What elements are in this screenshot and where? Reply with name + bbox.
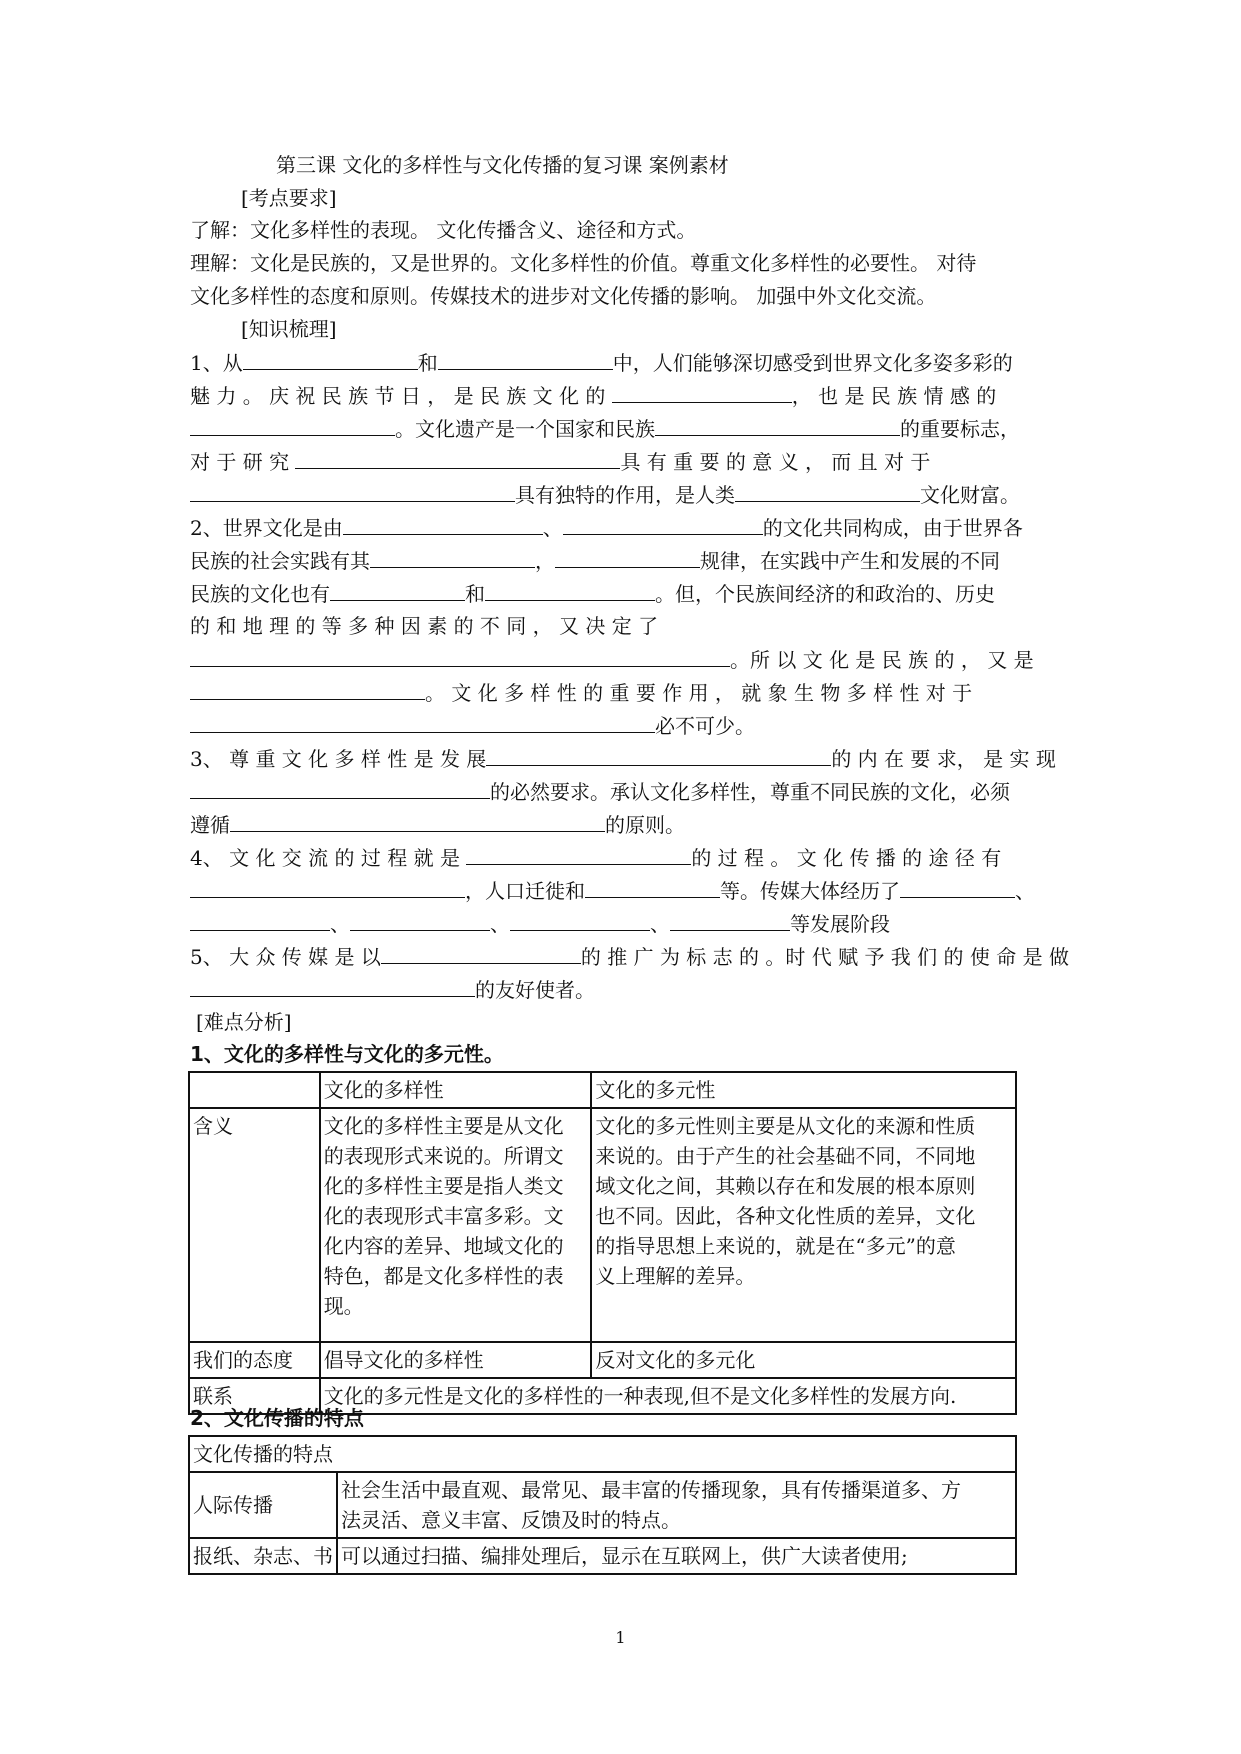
text: 文化财富。: [920, 483, 1020, 507]
cell-line: 化内容的差异、地域文化的: [323, 1234, 564, 1258]
fill-blank[interactable]: [563, 512, 763, 535]
row-label: 人际传播: [189, 1472, 337, 1538]
fill-blank[interactable]: [486, 743, 831, 766]
text: 具 有 重 要 的 意 义 ， 而 且 对 于: [620, 450, 931, 474]
cell-line: 的指导思想上来说的，就是在“多元”的意: [595, 1234, 956, 1258]
text: 民族的文化也有: [190, 582, 330, 606]
table-cell: 可以通过扫描、编排处理后，显示在互联网上，供广大读者使用;: [337, 1538, 1016, 1574]
row-label: 报纸、杂志、书: [189, 1538, 337, 1574]
row-label: 我们的态度: [189, 1342, 320, 1378]
text: 、: [330, 912, 350, 936]
text: 魅 力 。 庆 祝 民 族 节 日 ， 是 民 族 文 化 的: [190, 384, 606, 408]
page-title: 第三课 文化的多样性与文化传播的复习课 案例素材: [276, 153, 729, 177]
fill-blank[interactable]: [190, 875, 465, 898]
text: 的 过 程 。 文 化 传 播 的 途 径 有: [691, 846, 1002, 870]
table-cell: 文化的多元性是文化的多样性的一种表现,但不是文化多样性的发展方向.: [320, 1378, 1016, 1414]
fill-blank[interactable]: [190, 644, 730, 667]
text: 。 文 化 多 样 性 的 重 要 作 用 ， 就 象 生 物 多 样 性 对 于: [425, 681, 973, 705]
fill-blank[interactable]: [190, 974, 475, 997]
page-number: 1: [615, 1628, 626, 1647]
comparison-table: [188, 1071, 1017, 1415]
cell-line: 文化的多元性则主要是从文化的来源和性质: [595, 1114, 976, 1138]
text: 的 内 在 要 求， 是 实 现: [831, 747, 1056, 771]
section-header: [考点要求]: [241, 186, 337, 210]
fill-blank[interactable]: [735, 479, 920, 502]
fill-blank[interactable]: [243, 347, 418, 370]
cell-line: 也不同。因此，各种文化性质的差异，文化: [595, 1204, 976, 1228]
fill-blank[interactable]: [670, 908, 790, 931]
question-line: [190, 479, 1020, 510]
question-line: [190, 380, 996, 411]
fill-blank[interactable]: [485, 578, 655, 601]
table-cell: 反对文化的多元化: [591, 1342, 1016, 1378]
fill-blank[interactable]: [510, 908, 650, 931]
text: 具有独特的作用，是人类: [515, 483, 735, 507]
text: 的重要标志，: [900, 417, 1020, 441]
question-line: 的 和 地 理 的 等 多 种 因 素 的 不 同 ， 又 决 定 了: [190, 614, 659, 638]
question-line: [190, 941, 1069, 972]
text: 遵循: [190, 813, 230, 837]
text: 的文化共同构成，由于世界各: [762, 516, 1023, 540]
text: 4、 文 化 交 流 的 过 程 就 是: [190, 846, 460, 870]
cell-line: 现。: [323, 1294, 364, 1318]
fill-blank[interactable]: [350, 908, 490, 931]
paragraph: 理解：文化是民族的，又是世界的。文化多样性的价值。尊重文化多样性的必要性。 对待: [190, 251, 977, 275]
fill-blank[interactable]: [190, 710, 655, 733]
cell-line: 文化的多样性主要是从文化: [323, 1114, 564, 1138]
question-line: [190, 512, 1023, 543]
question-line: [190, 908, 890, 939]
fill-blank[interactable]: [190, 908, 330, 931]
fill-blank[interactable]: [190, 413, 395, 436]
text: 、: [1015, 879, 1035, 903]
cell-line: 法灵活、意义丰富、反馈及时的特点。: [341, 1508, 681, 1532]
fill-blank[interactable]: [295, 446, 620, 469]
table-header: 文化的多元性: [591, 1072, 1016, 1108]
table-row: [189, 1072, 1016, 1108]
question-line: [190, 842, 1001, 873]
question-line: [190, 875, 1035, 906]
subheading: 1、文化的多样性与文化的多元性。: [190, 1042, 504, 1066]
paragraph: 文化多样性的态度和原则。传媒技术的进步对文化传播的影响。 加强中外文化交流。: [190, 284, 937, 308]
fill-blank[interactable]: [230, 809, 605, 832]
cell-line: 域文化之间，其赖以存在和发展的根本原则: [595, 1174, 976, 1198]
text: 2、世界文化是由: [190, 516, 343, 540]
fill-blank[interactable]: [330, 578, 465, 601]
fill-blank[interactable]: [190, 776, 490, 799]
text: 和: [417, 351, 438, 375]
question-line: [190, 413, 1020, 444]
fill-blank[interactable]: [370, 545, 535, 568]
question-line: [190, 974, 595, 1005]
fill-blank[interactable]: [190, 479, 515, 502]
text: 规律，在实践中产生和发展的不同: [700, 549, 1000, 573]
table-header: 文化传播的特点: [189, 1436, 1016, 1472]
fill-blank[interactable]: [555, 545, 700, 568]
text: 的 推 广 为 标 志 的 。时 代 赋 予 我 们 的 使 命 是 做: [580, 945, 1069, 969]
text: 等发展阶段: [790, 912, 890, 936]
row-label: 含义: [189, 1108, 320, 1342]
cell-line: 义上理解的差异。: [595, 1264, 756, 1288]
table-cell: [320, 1108, 592, 1342]
question-line: [190, 743, 1056, 774]
cell-line: 的表现形式来说的。所谓文: [323, 1144, 564, 1168]
text: 1、从: [190, 351, 243, 375]
question-line: [190, 347, 1013, 378]
text: ，: [535, 549, 555, 573]
fill-blank[interactable]: [585, 875, 720, 898]
text: 的必然要求。承认文化多样性，尊重不同民族的文化，必须: [490, 780, 1010, 804]
table-row: [189, 1342, 1016, 1378]
fill-blank[interactable]: [381, 941, 581, 964]
question-line: [190, 446, 930, 477]
section-header: [知识梳理]: [241, 317, 337, 341]
table-cell: [189, 1072, 320, 1108]
table-row: [189, 1472, 1016, 1538]
cell-line: 特色，都是文化多样性的表: [323, 1264, 564, 1288]
text: 和: [465, 582, 485, 606]
text: 等。传媒大体经历了: [720, 879, 900, 903]
table-cell: [337, 1472, 1016, 1538]
text: 。所 以 文 化 是 民 族 的 ， 又 是: [730, 648, 1034, 672]
fill-blank[interactable]: [343, 512, 543, 535]
text: 3、 尊 重 文 化 多 样 性 是 发 展: [190, 747, 487, 771]
fill-blank[interactable]: [438, 347, 613, 370]
table-cell: [591, 1108, 1016, 1342]
fill-blank[interactable]: [612, 380, 792, 403]
text: 对 于 研 究: [190, 450, 290, 474]
question-line: [190, 809, 685, 840]
cell-line: 来说的。由于产生的社会基础不同，不同地: [595, 1144, 976, 1168]
fill-blank[interactable]: [655, 413, 900, 436]
text: ，人口迁徙和: [465, 879, 585, 903]
fill-blank[interactable]: [466, 842, 691, 865]
question-line: [190, 776, 1010, 807]
question-line: [190, 545, 1000, 576]
table-row: [189, 1108, 1016, 1342]
text: 民族的社会实践有其: [190, 549, 370, 573]
features-table: [188, 1435, 1017, 1575]
table-header: 文化的多样性: [320, 1072, 592, 1108]
paragraph: 了解：文化多样性的表现。 文化传播含义、途径和方式。: [190, 218, 697, 242]
text: 5、 大 众 传 媒 是 以: [190, 945, 381, 969]
question-line: [190, 710, 755, 741]
fill-blank[interactable]: [900, 875, 1015, 898]
cell-line: 化的表现形式丰富多彩。文: [323, 1204, 564, 1228]
table-cell: 倡导文化的多样性: [320, 1342, 592, 1378]
subheading: 2、文化传播的特点: [190, 1406, 364, 1430]
section-header: [难点分析]: [196, 1010, 292, 1034]
text: 、: [490, 912, 510, 936]
text: 的友好使者。: [475, 978, 595, 1002]
text: 。文化遗产是一个国家和民族: [395, 417, 655, 441]
text: 、: [542, 516, 563, 540]
table-row: [189, 1538, 1016, 1574]
question-line: [190, 578, 995, 609]
cell-line: 社会生活中最直观、最常见、最丰富的传播现象，具有传播渠道多、方: [341, 1478, 961, 1502]
question-line: [190, 677, 972, 708]
text: 。但，个民族间经济的和政治的、历史: [655, 582, 995, 606]
text: 中，人们能够深切感受到世界文化多姿多彩的: [612, 351, 1013, 375]
table-row: [189, 1436, 1016, 1472]
cell-line: 化的多样性主要是指人类文: [323, 1174, 564, 1198]
fill-blank[interactable]: [190, 677, 425, 700]
question-line: [190, 644, 1034, 675]
text: 的原则。: [605, 813, 685, 837]
text: ， 也 是 民 族 情 感 的: [791, 384, 997, 408]
text: 必不可少。: [655, 714, 755, 738]
text: 、: [650, 912, 670, 936]
row-label: 联系: [189, 1378, 320, 1414]
